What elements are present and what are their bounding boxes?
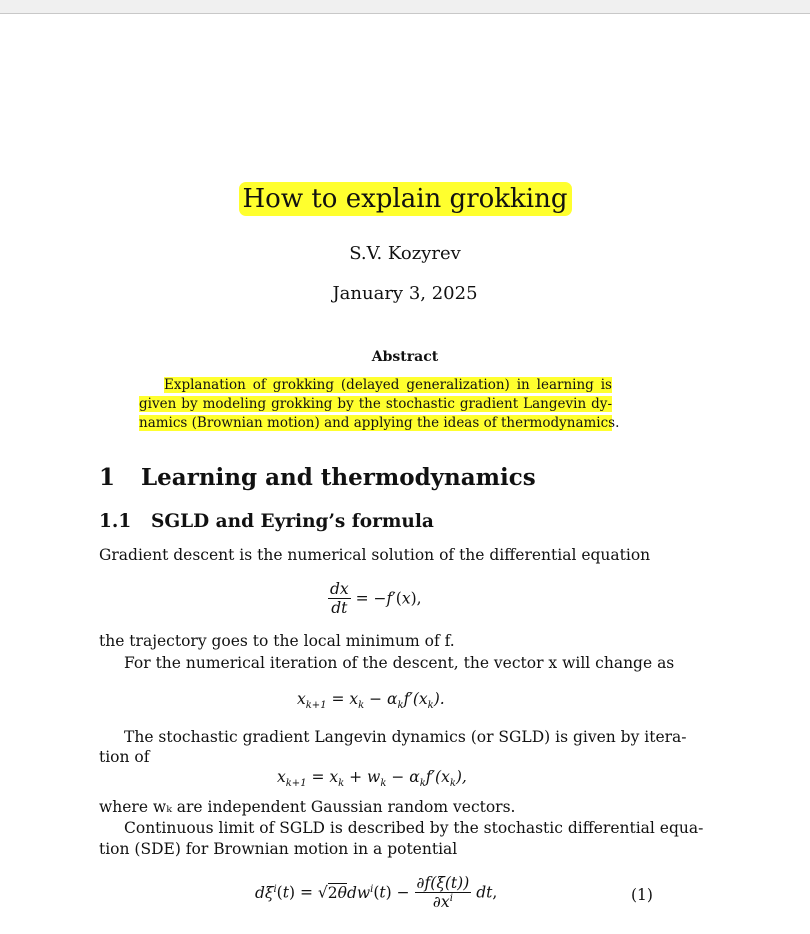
subsection-heading: 1.1 SGLD and Eyring’s formula: [99, 511, 434, 532]
paragraph-1: Gradient descent is the numerical solution of the differential equation: [99, 546, 651, 564]
paragraph-4-line-1: The stochastic gradient Langevin dynamics (or SGLD) is given by itera-: [124, 728, 687, 746]
paragraph-3: For the numerical iteration of the descent, the vector x will change as: [124, 654, 675, 672]
equation-sde: $d\xi^i(t) = √2\theta dw^i(t)$ − $\frac{\partial f(\xi(t))}{\partial x^i}$ dt,: [255, 874, 498, 912]
paragraph-4-line-2: tion of: [99, 748, 150, 766]
date: January 3, 2025: [332, 283, 478, 304]
viewer-top-bar: [0, 0, 810, 14]
abstract-heading: Abstract: [371, 349, 439, 365]
paper-title: How to explain grokking: [0, 184, 810, 214]
section-heading: 1 Learning and thermodynamics: [99, 464, 536, 491]
equation-gradient-flow: $\frac{dx}{dt}$ = −f′(x),: [330, 580, 422, 617]
paragraph-6-line-2: tion (SDE) for Brownian motion in a potential: [99, 840, 458, 858]
equation-number: (1): [631, 886, 653, 904]
equation-sgld-iteration: $x_{k+1} = x_k + w_k - \alpha_kf'(x_k)$,: [277, 768, 467, 790]
paragraph-2: the trajectory goes to the local minimum of f.: [99, 632, 455, 650]
paragraph-5: where wₖ are independent Gaussian random vectors.: [99, 798, 516, 816]
author: S.V. Kozyrev: [349, 243, 461, 264]
equation-descent-iteration: $x_{k+1} = x_k - \alpha_kf'(x_k)$.: [297, 690, 445, 712]
abstract-line-1: Explanation of grokking (delayed generalization) in learning is: [164, 377, 612, 393]
abstract-line-3: namics (Brownian motion) and applying the ideas of thermodynamics.: [139, 415, 620, 431]
paragraph-6-line-1: Continuous limit of SGLD is described by the stochastic differential equa-: [124, 819, 704, 837]
abstract-line-2: given by modeling grokking by the stochastic gradient Langevin dy-: [139, 396, 612, 412]
